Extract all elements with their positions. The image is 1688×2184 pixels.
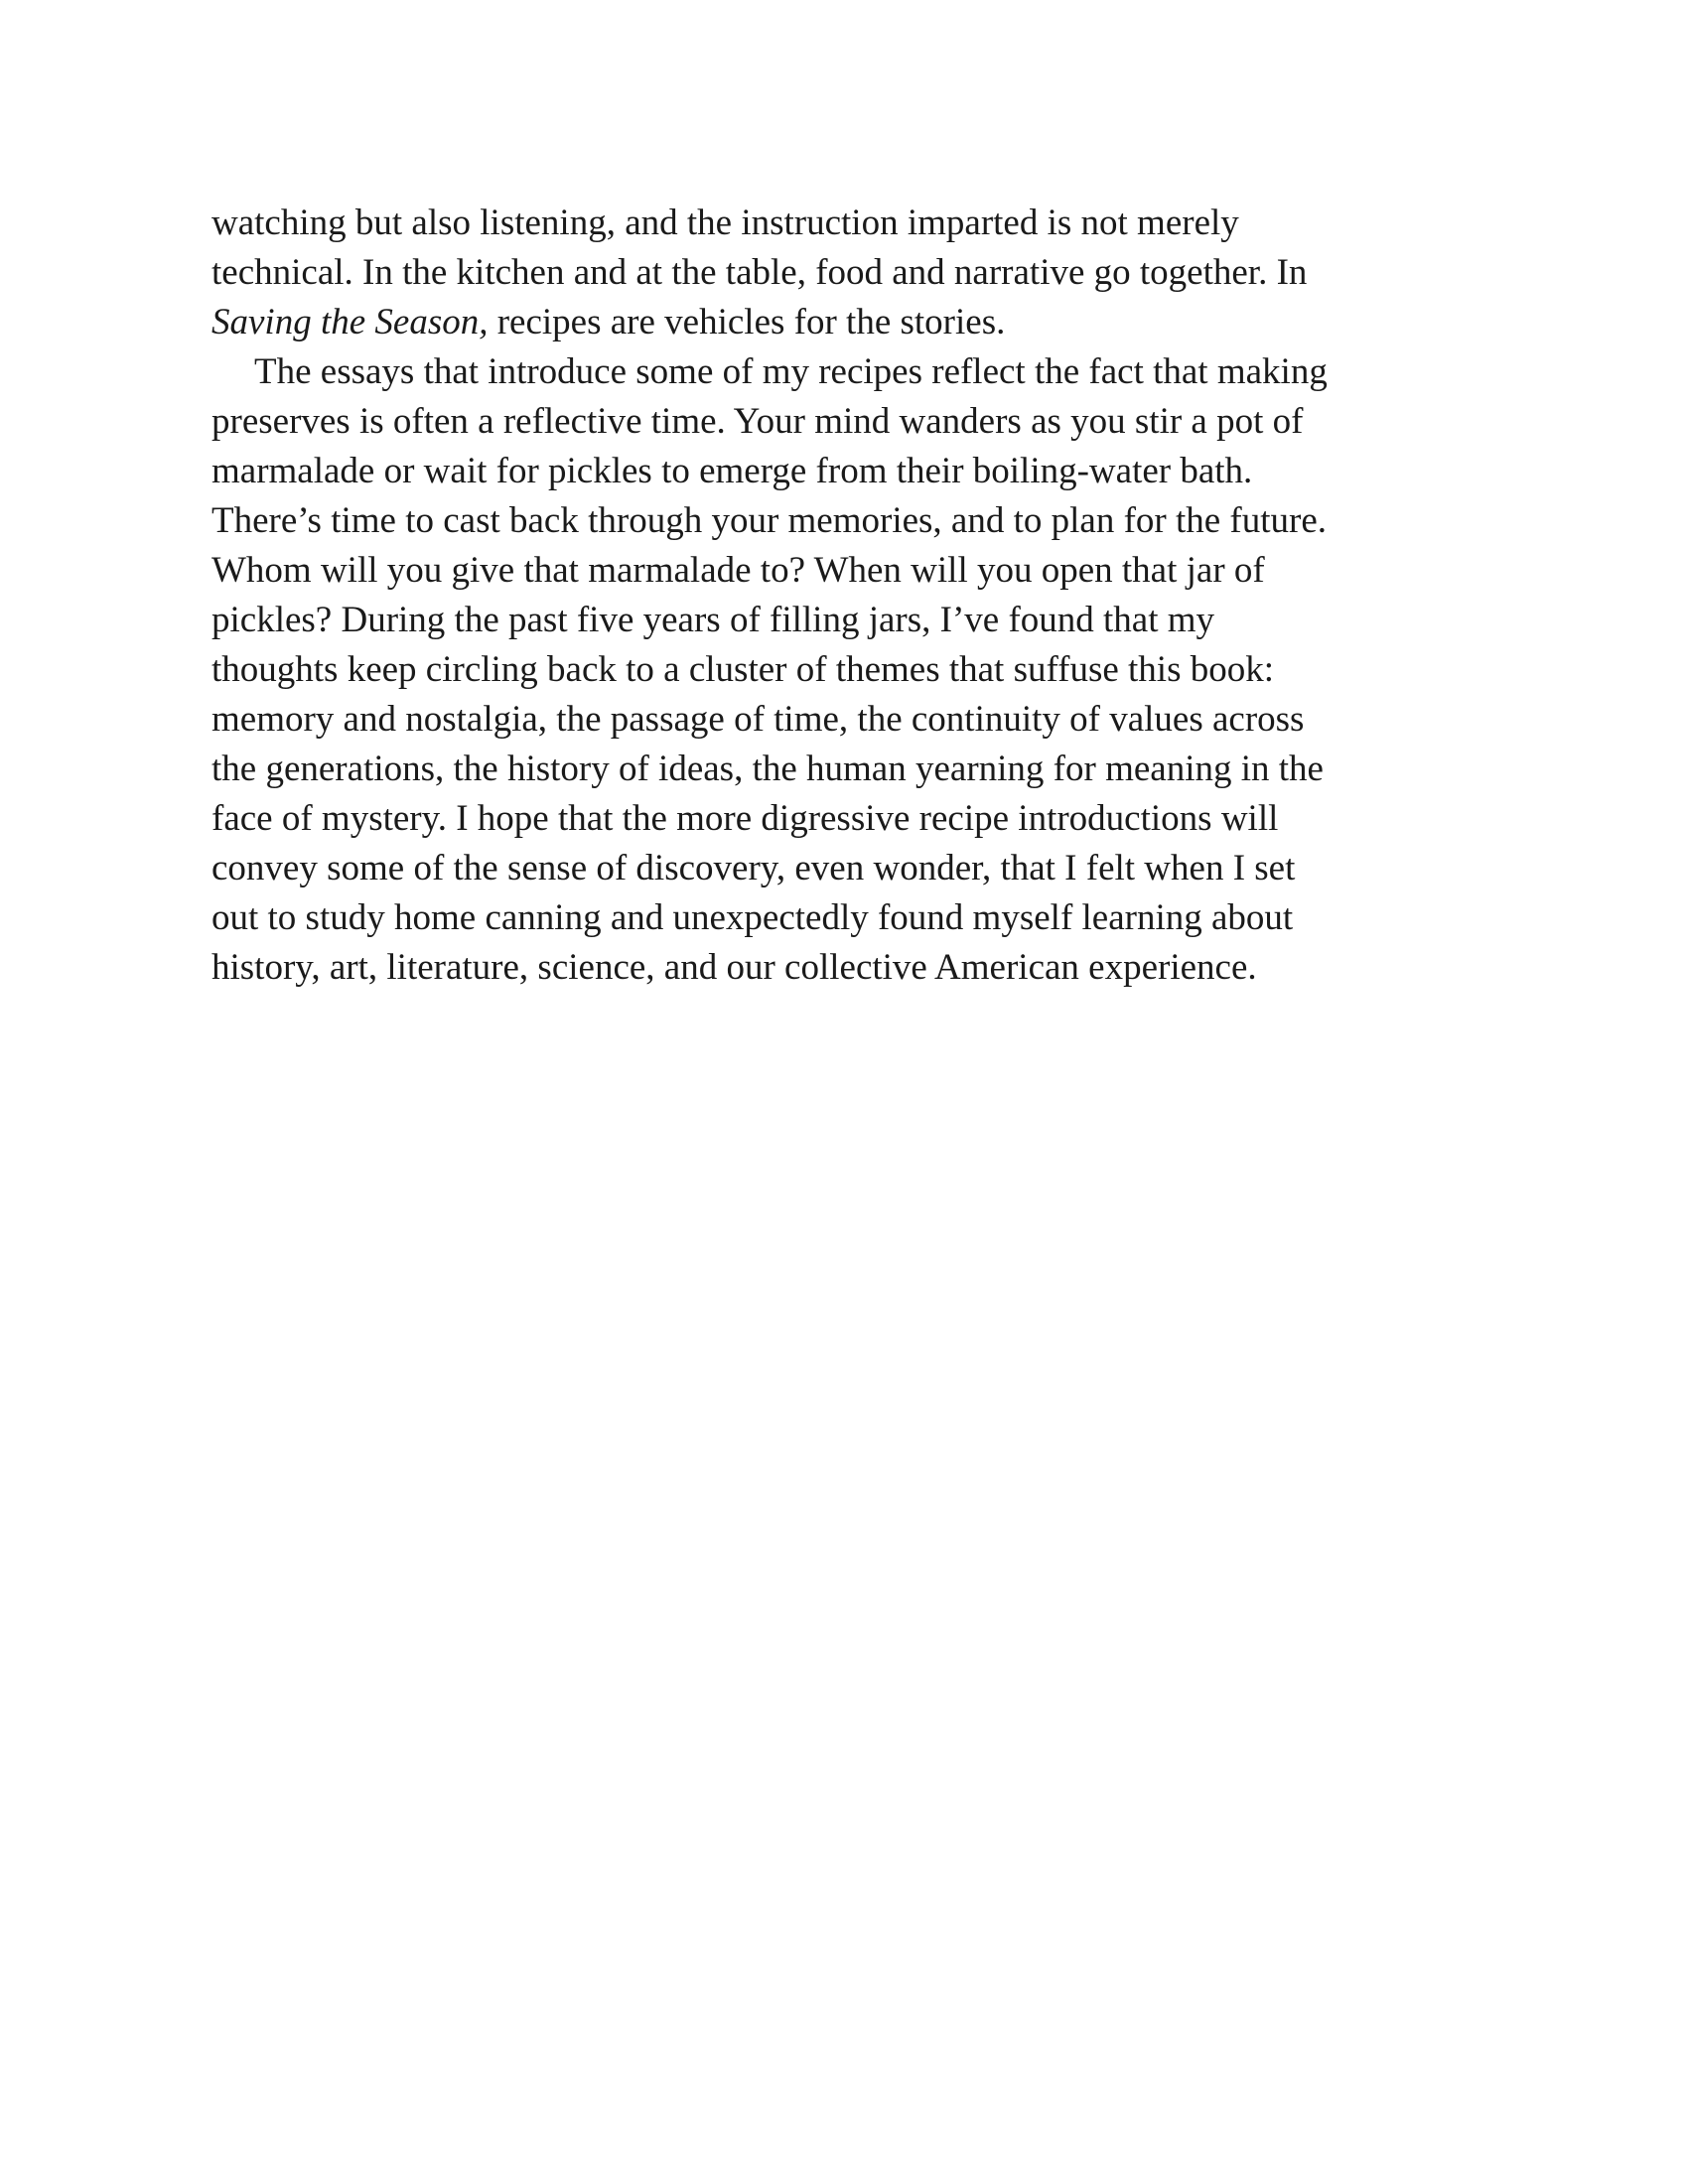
text-line: pickles? During the past five years of filling jars, I’ve found that my (211, 600, 1215, 640)
book-title: Saving the Season, (211, 302, 489, 342)
text-line (211, 298, 1502, 347)
text-line: convey some of the sense of discovery, even wonder, that I felt when I set (211, 848, 1296, 888)
paragraph-first-line: The essays that introduce some of my recipes reflect the fact that making (254, 351, 1328, 392)
text-line: thoughts keep circling back to a cluster of themes that suffuse this book: (211, 649, 1275, 690)
text-line-rest: recipes are vehicles for the stories. (488, 302, 1006, 342)
text-line: face of mystery. I hope that the more digressive recipe introductions will (211, 798, 1279, 839)
text-line: the generations, the history of ideas, the human yearning for meaning in the (211, 749, 1324, 789)
text-line: marmalade or wait for pickles to emerge from their boiling-water bath. (211, 451, 1253, 491)
text-line: preserves is often a reflective time. Your mind wanders as you stir a pot of (211, 401, 1304, 442)
text-line: technical. In the kitchen and at the table, food and narrative go together. In (211, 252, 1308, 293)
text-line: history, art, literature, science, and our collective American experience. (211, 947, 1257, 988)
text-line: memory and nostalgia, the passage of time, the continuity of values across (211, 699, 1305, 740)
body-text (211, 199, 1502, 993)
text-line: There’s time to cast back through your memories, and to plan for the future. (211, 500, 1328, 541)
text-line: Whom will you give that marmalade to? When will you open that jar of (211, 550, 1265, 591)
text-line: out to study home canning and unexpectedly found myself learning about (211, 897, 1294, 938)
text-line: watching but also listening, and the instruction imparted is not merely (211, 203, 1239, 243)
